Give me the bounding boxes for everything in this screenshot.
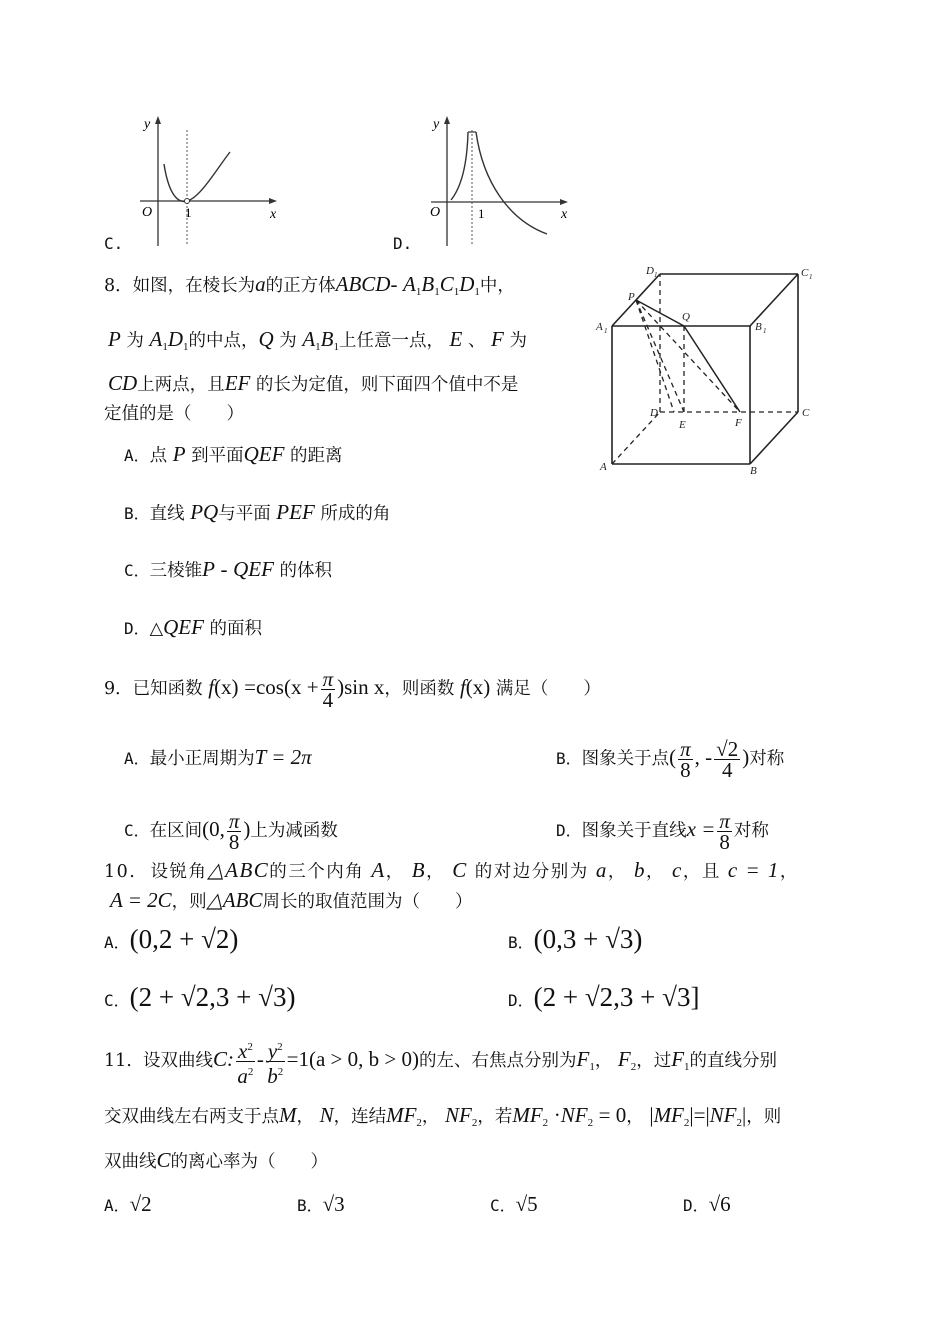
q9-option-d[interactable]: D．图象关于直线x = $\frac{\pi}{8}$ 对称 [556, 809, 769, 854]
graph-c-x-arrow [269, 198, 277, 204]
q8-text: 中， [479, 276, 515, 296]
graph-c-origin: O [142, 205, 153, 220]
graph-d [425, 112, 585, 252]
q10-option-d[interactable]: D．(2 + √2,3 + √3] [508, 982, 700, 1012]
q8-line2 [108, 327, 527, 353]
q11-line1: 11. 设双曲线C: $\frac{x^2}{a^2}$ - $\frac{y^2}{b^2}$ =1(a > 0, b > 0)的左、右焦点分别为$F_1$， $F_2$，过$F_1$的直线分别 [104, 1039, 778, 1088]
q11-option-c[interactable]: C．√5 [490, 1192, 538, 1216]
q8-text: 为 [509, 331, 527, 351]
q11-line3: 双曲线C的离心率为（ ） [104, 1148, 329, 1172]
q10-number: 10. [104, 862, 137, 882]
q11-option-d[interactable]: D．√6 [683, 1192, 731, 1216]
graph-c [130, 112, 290, 252]
graph-d-curve-right [476, 132, 547, 234]
q10-line2: A = 2C，则△ABC周长的取值范围为（ ） [110, 888, 473, 912]
q9-stem: 9．已知函数 f(x) =cos(x + $\frac{\pi}{4}$ )sin x，则函数 f(x) 满足（ ） [104, 667, 601, 712]
q9-option-b[interactable]: B．图象关于点( $\frac{\pi}{8}$ , - $\frac{√2}{4}$ )对称 [556, 737, 785, 782]
q8-edge-a: a [255, 272, 266, 296]
graph-d-y-arrow [444, 116, 450, 124]
q8-A1: $A_1B_1C_1D_1$ [403, 272, 480, 298]
graph-d-label: D. [393, 234, 413, 253]
q8-line1 [104, 272, 515, 298]
q8-A1D1: $A_1D_1$ [149, 327, 189, 353]
q8-E: E [449, 327, 463, 351]
q11-line2: 交双曲线左右两支于点M， N，连结$MF_2$， $NF_2$，若$MF_2 \cdot NF_2 = 0$， $|MF_2|=|NF_2|$，则 [104, 1103, 782, 1129]
cube-label-B: B [750, 465, 757, 477]
cube-label-D1-sub: 1 [654, 271, 658, 279]
cube-label-A1: A [596, 321, 603, 333]
q8-text: 的中点， [188, 331, 259, 351]
q8-CD: CD [108, 371, 138, 395]
q8-text: 为 [126, 331, 144, 351]
graph-c-point [185, 199, 190, 204]
q8-text: 、 [467, 331, 486, 351]
q10-option-c[interactable]: C．(2 + √2,3 + √3) [104, 982, 296, 1012]
q11-option-a[interactable]: A．√2 [104, 1192, 152, 1216]
q8-number: 8． [104, 276, 133, 296]
q8-option-c[interactable]: C．三棱锥P - QEF 的体积 [124, 557, 333, 581]
q8-Q: Q [258, 327, 274, 351]
q8-option-d[interactable]: D．△QEF 的面积 [124, 615, 263, 639]
q8-F: F [491, 327, 504, 351]
graph-c-y-arrow [155, 116, 161, 124]
edge-AD [612, 412, 660, 464]
q8-text: 为 [279, 331, 297, 351]
q8-EF: EF [224, 371, 251, 395]
q9-number: 9． [104, 679, 133, 699]
cube-label-P: P [628, 291, 635, 303]
edge-B1C1 [750, 274, 798, 326]
q8-A1B1: $A_1B_1$ [302, 327, 339, 353]
q8-text: 上任意一点， [338, 331, 444, 351]
q8-option-a[interactable]: A．点 P 到平面QEF 的距离 [124, 442, 343, 466]
q8-text: 上两点，且 [137, 375, 225, 395]
q11-number: 11. [104, 1051, 132, 1071]
graph-d-y-label: y [433, 117, 440, 132]
q8-dash: - [390, 272, 398, 296]
cube-label-A1-sub: 1 [604, 327, 608, 335]
cube-figure [590, 258, 820, 480]
cube-label-Q: Q [682, 311, 690, 323]
graph-c-tick: 1 [185, 205, 192, 220]
q9-option-c[interactable]: C．在区间(0, $\frac{\pi}{8}$ )上为减函数 [124, 809, 338, 854]
graph-d-x-arrow [560, 199, 568, 205]
q10-line1: 10. 设锐角△ABC的三个内角 A， B， C 的对边分别为 a， b， c，且 c = 1， [104, 858, 799, 882]
q9-option-a[interactable]: A．最小正周期为T = 2π [124, 745, 312, 769]
q8-line3 [108, 371, 518, 396]
cube-label-C1: C [801, 267, 809, 279]
graph-d-x-label: x [561, 207, 568, 222]
q8-text: 的长为定值，则下面四个值中不是 [255, 375, 519, 395]
cube-label-A: A [600, 461, 607, 473]
graph-d-curve-left [451, 132, 468, 200]
q11-option-b[interactable]: B．√3 [297, 1192, 345, 1216]
graph-c-label: C. [104, 234, 124, 253]
graph-c-y-label: y [144, 117, 151, 132]
cube-label-C: C [802, 407, 810, 419]
q8-P: P [108, 327, 121, 351]
cube-label-B1-sub: 1 [763, 327, 767, 335]
q8-text: 的正方体 [265, 276, 336, 296]
graph-c-curve [164, 152, 230, 201]
cube-label-F: F [735, 417, 742, 429]
q10-option-a[interactable]: A．(0,2 + √2) [104, 924, 239, 954]
line-QF [684, 326, 740, 412]
q9-pi-over-4: $\frac{\pi}{4}$ [322, 667, 334, 712]
edge-BC [750, 412, 798, 464]
cube-label-D1: D [646, 265, 654, 277]
q8-cube-name: ABCD [335, 272, 391, 296]
cube-label-E: E [679, 419, 686, 431]
q8-line4: 定值的是（ ） [104, 404, 244, 424]
cube-label-C1-sub: 1 [809, 273, 813, 281]
q8-text: 如图，在棱长为 [132, 276, 256, 296]
graph-c-x-label: x [270, 207, 277, 222]
cube-label-B1: B [755, 321, 762, 333]
graph-d-tick: 1 [478, 206, 485, 221]
q10-option-b[interactable]: B．(0,3 + √3) [508, 924, 643, 954]
q8-option-b[interactable]: B．直线 PQ与平面 PEF 所成的角 [124, 500, 391, 524]
graph-d-origin: O [430, 205, 441, 220]
cube-label-D: D [650, 407, 658, 419]
